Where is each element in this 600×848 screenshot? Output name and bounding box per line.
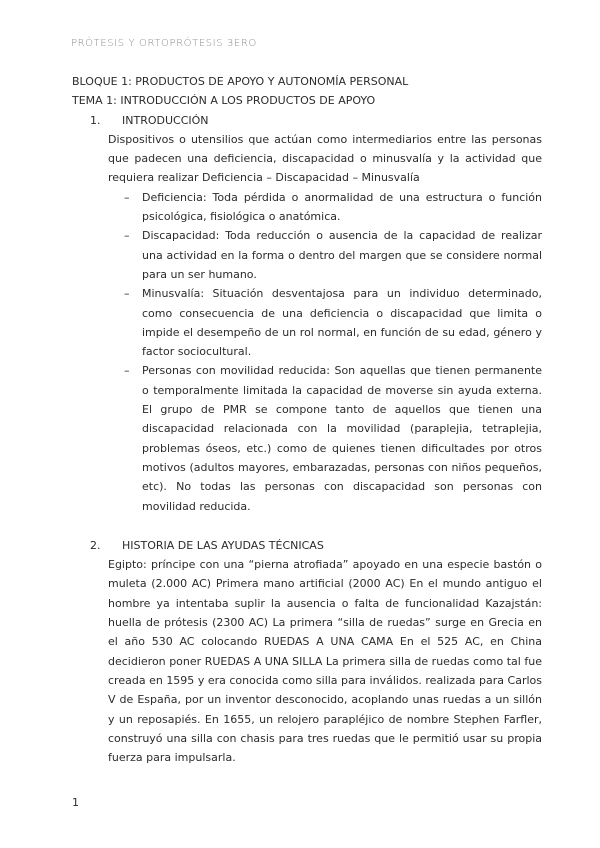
- page-number: 1: [72, 796, 79, 809]
- document-body: [72, 72, 542, 767]
- block-title: BLOQUE 1: PRODUCTOS DE APOYO Y AUTONOMÍA PERSONAL: [72, 75, 409, 88]
- section-number: 2.: [90, 538, 101, 552]
- section-title: HISTORIA DE LAS AYUDAS TÉCNICAS: [122, 538, 324, 552]
- section-introduccion: [72, 111, 542, 516]
- list-item: [124, 361, 542, 515]
- definition-discapacidad: Discapacidad: Toda reducción o ausencia de la capacidad de realizar una actividad en la forma o dentro del margen que se considere normal para un ser humano.: [142, 229, 542, 281]
- intro-paragraph: Dispositivos o utensilios que actúan como intermediarios entre las personas que padecen una deficiencia, discapacidad o minusvalía y la actividad que requiera realizar Deficiencia – Discapacidad – Minusvalía: [108, 132, 542, 185]
- dash-bullet: –: [124, 364, 130, 378]
- list-item: [124, 188, 542, 227]
- section-title: INTRODUCCIÓN: [122, 113, 209, 127]
- list-item: [124, 226, 542, 284]
- dash-bullet: –: [124, 190, 130, 204]
- definition-minusvalia: Minusvalía: Situación desventajosa para un individuo determinado, como consecuencia de una deficiencia o discapacidad que limita o impide el desempeño de un rol normal, en función de su edad, género y factor sociocultural.: [142, 287, 542, 359]
- definitions-list: [72, 188, 542, 516]
- definition-pmr: Personas con movilidad reducida: Son aquellas que tienen permanente o temporalmente limitada la capacidad de moverse sin ayuda externa. El grupo de PMR se compone tanto de aquellos que tienen una discapacidad relacionada con la movilidad (paraplejia, tetraplejia, problemas óseos, etc.) como de quienes tienen dificultades por otros motivos (adultos mayores, embarazadas, personas con niños pequeños, etc). No todas las personas con discapacidad son personas con movilidad reducida.: [142, 364, 542, 513]
- section-number: 1.: [90, 113, 101, 127]
- definition-deficiencia: Deficiencia: Toda pérdida o anormalidad de una estructura o función psicológica, fisiológica o anatómica.: [142, 190, 542, 224]
- dash-bullet: –: [124, 229, 130, 243]
- section-historia: [72, 536, 542, 768]
- running-header: PRÓTESIS Y ORTOPRÓTESIS 3ERO: [71, 38, 257, 49]
- dash-bullet: –: [124, 287, 130, 301]
- history-paragraph: Egipto: príncipe con una “pierna atrofiada” apoyado en una especie bastón o muleta (2.000 AC) Primera mano artificial (2000 AC) En el mundo antiguo el hombre ya intentaba suplir la ausencia o falta de funcionalidad Kazajstán: huella de prótesis (2300 AC) La primera “silla de ruedas” surge en Grecia en el año 530 AC colocando RUEDAS A UNA CAMA En el 525 AC, en China decidieron poner RUEDAS A UNA SILLA La primera silla de ruedas como tal fue creada en 1595 y era conocida como silla para inválidos. realizada para Carlos V de España, por un inventor desconocido, acoplando unas ruedas a un sillón y un reposapiés. En 1655, un relojero parapléjico de nombre Stephen Farfler, construyó una silla con chasis para tres ruedas que le permitió usar su propia fuerza para impulsarla.: [108, 558, 542, 765]
- list-item: [124, 284, 542, 361]
- theme-title: TEMA 1: INTRODUCCIÓN A LOS PRODUCTOS DE APOYO: [72, 94, 376, 108]
